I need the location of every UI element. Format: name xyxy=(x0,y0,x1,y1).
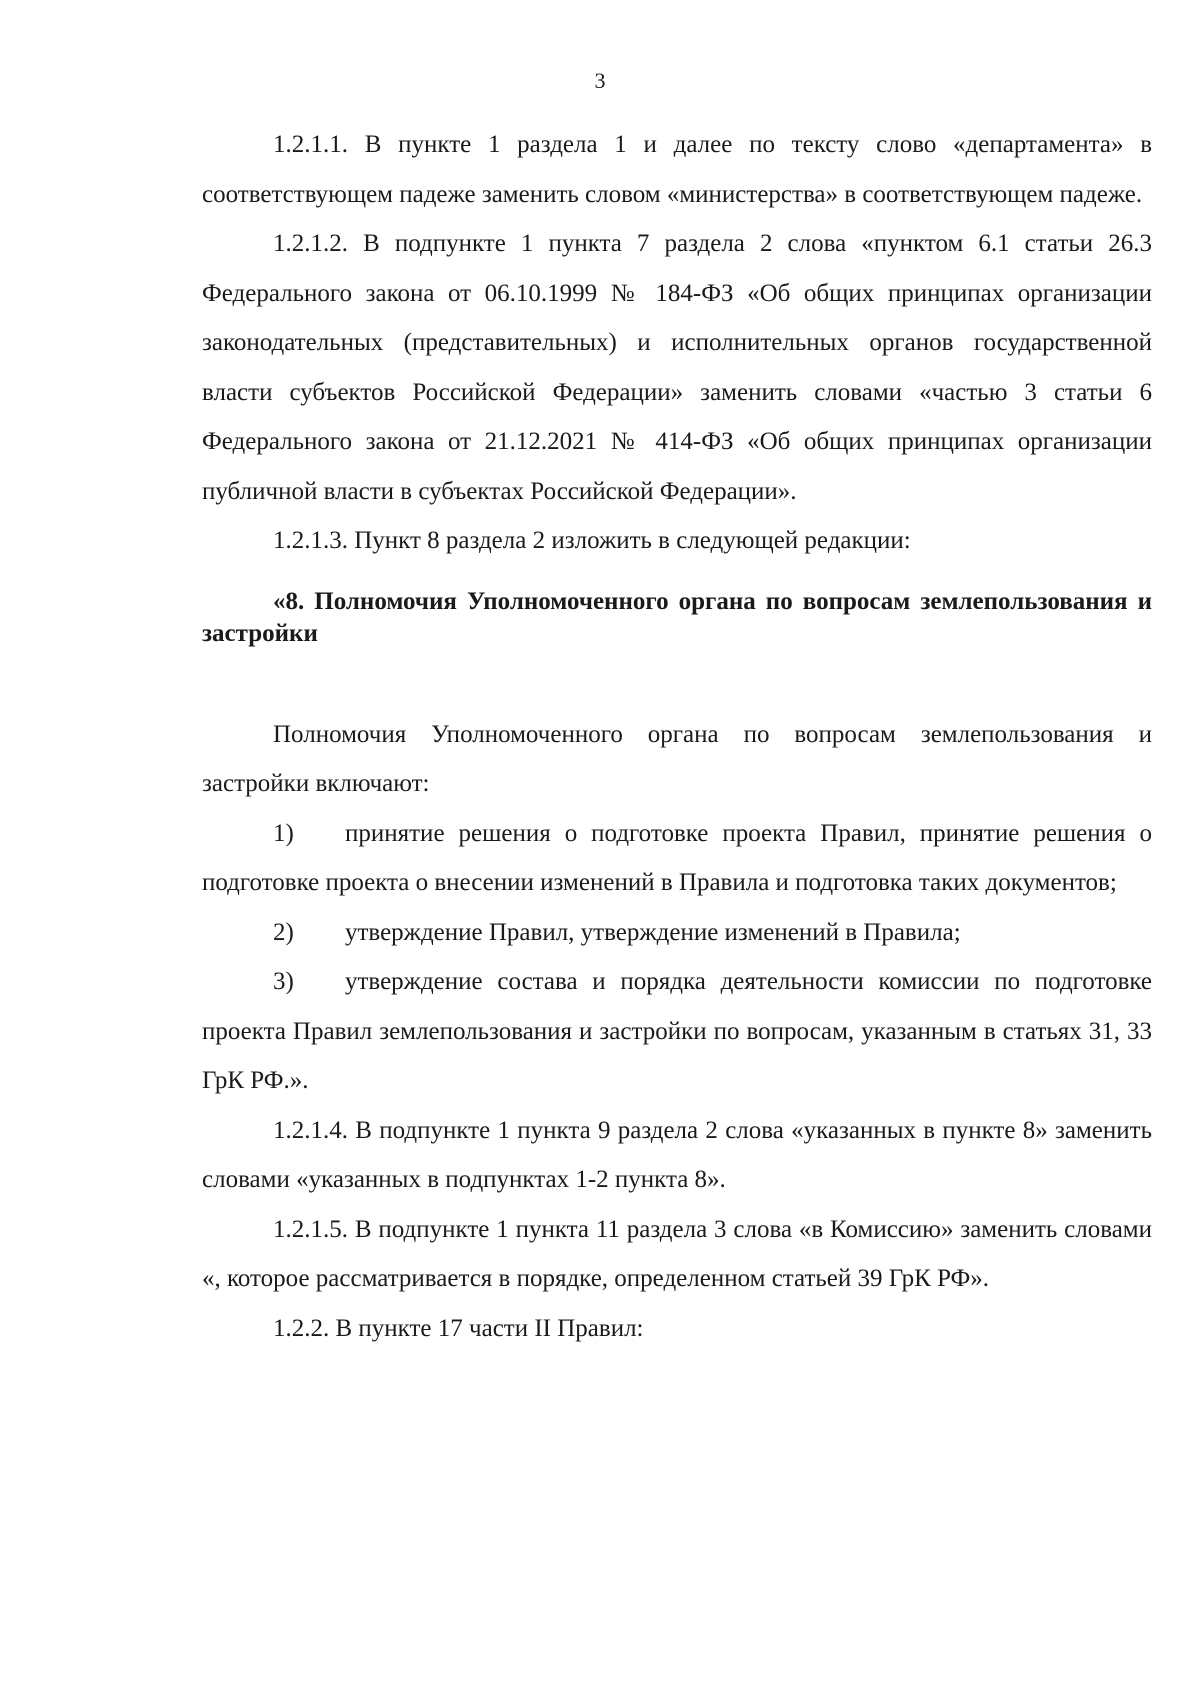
list-item-text: утверждение состава и порядка деятельности комиссии по подготовке проекта Правил землепользования и застройки по вопросам, указанным в статьях 31, 33 ГрК РФ.». xyxy=(202,968,1152,1094)
list-item-number: 1) xyxy=(273,819,294,847)
list-item-number: 2) xyxy=(273,918,294,946)
paragraph-1-2-1-5: 1.2.1.5. В подпункте 1 пункта 11 раздела 3 слова «в Комиссию» заменить словами «, которое рассматривается в порядке, определенном статьей 39 ГрК РФ». xyxy=(202,1215,1152,1292)
paragraph-1-2-1-4: 1.2.1.4. В подпункте 1 пункта 9 раздела 2 слова «указанных в пункте 8» заменить словами «указанных в подпунктах 1-2 пункта 8». xyxy=(202,1116,1152,1193)
list-item-number: 3) xyxy=(273,968,294,995)
document-body xyxy=(202,120,1152,1353)
list-item xyxy=(202,809,1152,908)
list-item xyxy=(202,957,1152,1106)
paragraph-1-2-1-1: 1.2.1.1. В пункте 1 раздела 1 и далее по тексту слово «департамента» в соответствующем падеже заменить словом «министерства» в соответствующем падеже. xyxy=(202,131,1152,208)
paragraph-1-2-1-3: 1.2.1.3. Пункт 8 раздела 2 изложить в следующей редакции: xyxy=(273,527,911,554)
page-number: 3 xyxy=(594,68,606,93)
paragraph-powers-intro: Полномочия Уполномоченного органа по вопросам землепользования и застройки включают: xyxy=(202,720,1152,797)
list-item xyxy=(202,908,1152,958)
paragraph-1-2-2: 1.2.2. В пункте 17 части II Правил: xyxy=(273,1314,644,1342)
list-item-text: принятие решения о подготовке проекта Правил, принятие решения о подготовке проекта о внесении изменений в Правила и подготовка таких документов; xyxy=(202,819,1152,896)
paragraph-1-2-1-2: 1.2.1.2. В подпункте 1 пункта 7 раздела 2 слова «пунктом 6.1 статьи 26.3 Федерального закона от 06.10.1999 № 184-ФЗ «Об общих принципах организации законодательных (представительных) и исполнительных органов государственной власти субъектов Российской Федерации» заменить словами «частью 3 статьи 6 Федерального закона от 21.12.2021 № 414-ФЗ «Об общих принципах организации публичной власти в субъектах Российской Федерации». xyxy=(202,230,1152,505)
section-heading: «8. Полномочия Уполномоченного органа по вопросам землепользования и застройки xyxy=(202,587,1152,647)
list-item-text: утверждение Правил, утверждение изменений в Правила; xyxy=(345,918,961,946)
